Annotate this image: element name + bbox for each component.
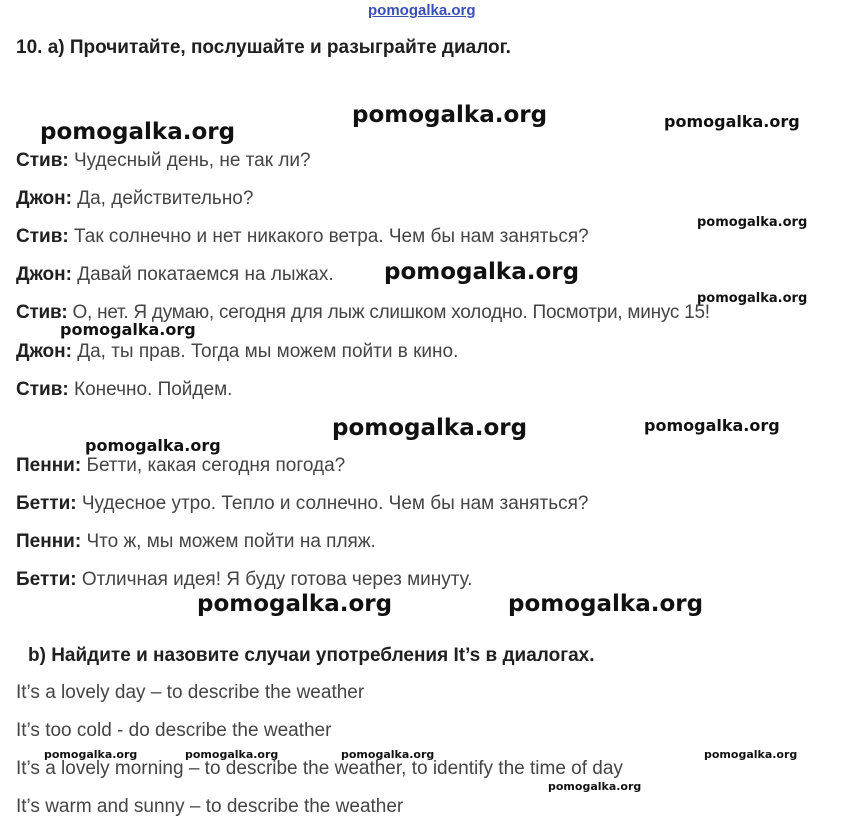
speaker-name: Джон: xyxy=(16,264,72,285)
watermark: pomogalka.org xyxy=(697,291,808,306)
site-watermark-top: pomogalka.org xyxy=(368,2,476,19)
answer-line: It’s a lovely day – to describe the weather xyxy=(16,682,365,703)
watermark: pomogalka.org xyxy=(40,119,236,145)
answer-line: It’s a lovely morning – to describe the weather, to identify the time of day xyxy=(16,758,623,779)
watermark: pomogalka.org xyxy=(185,748,279,761)
watermark: pomogalka.org xyxy=(664,112,800,131)
line-text: Чудесное утро. Тепло и солнечно. Чем бы нам заняться? xyxy=(81,493,589,514)
watermark: pomogalka.org xyxy=(341,748,435,761)
dialogue-line xyxy=(16,341,458,363)
line-text: Давай покатаемся на лыжах. xyxy=(77,264,334,285)
line-text: Чудесный день, не так ли? xyxy=(74,150,311,171)
watermark: pomogalka.org xyxy=(548,780,642,793)
answer-line: It’s warm and sunny – to describe the weather xyxy=(16,796,404,817)
line-text: Бетти, какая сегодня погода? xyxy=(86,455,346,476)
speaker-name: Джон: xyxy=(16,188,72,209)
task-a-heading: 10. а) Прочитайте, послушайте и разыграйте диалог. xyxy=(16,37,511,58)
dialogue-line xyxy=(16,531,376,553)
dialogue-line xyxy=(16,150,311,172)
watermark: pomogalka.org xyxy=(384,259,580,285)
speaker-name: Джон: xyxy=(16,341,72,362)
watermark: pomogalka.org xyxy=(352,102,548,128)
watermark: pomogalka.org xyxy=(60,320,196,339)
watermark: pomogalka.org xyxy=(197,591,393,617)
watermark: pomogalka.org xyxy=(704,748,798,761)
dialogue-line xyxy=(16,264,334,286)
line-text: О, нет. Я думаю, сегодня для лыж слишком холодно. Посмотри, минус 15! xyxy=(72,302,710,323)
dialogue-line xyxy=(16,226,589,248)
answer-line: It’s too cold - do describe the weather xyxy=(16,720,332,741)
dialogue-line xyxy=(16,455,345,477)
speaker-name: Стив: xyxy=(16,379,69,400)
line-text: Что ж, мы можем пойти на пляж. xyxy=(86,531,376,552)
watermark: pomogalka.org xyxy=(44,748,138,761)
speaker-name: Стив: xyxy=(16,302,68,323)
dialogue-line xyxy=(16,302,710,324)
dialogue-line xyxy=(16,569,473,591)
speaker-name: Пенни: xyxy=(16,531,82,552)
speaker-name: Стив: xyxy=(16,150,69,171)
speaker-name: Стив: xyxy=(16,226,69,247)
line-text: Так солнечно и нет никакого ветра. Чем бы нам заняться? xyxy=(74,226,589,247)
watermark: pomogalka.org xyxy=(332,415,528,441)
watermark: pomogalka.org xyxy=(644,416,780,435)
task-b-heading: b) Найдите и назовите случаи употребления It’s в диалогах. xyxy=(28,645,595,666)
speaker-name: Пенни: xyxy=(16,455,82,476)
speaker-name: Бетти: xyxy=(16,493,77,514)
dialogue-line xyxy=(16,493,589,515)
line-text: Конечно. Пойдем. xyxy=(74,379,233,400)
watermark: pomogalka.org xyxy=(508,591,704,617)
watermark: pomogalka.org xyxy=(697,215,808,230)
line-text: Отличная идея! Я буду готова через минуту. xyxy=(81,569,473,590)
speaker-name: Бетти: xyxy=(16,569,77,590)
line-text: Да, ты прав. Тогда мы можем пойти в кино. xyxy=(77,341,459,362)
dialogue-line xyxy=(16,379,232,401)
watermark: pomogalka.org xyxy=(85,436,221,455)
line-text: Да, действительно? xyxy=(77,188,254,209)
dialogue-line xyxy=(16,188,253,210)
